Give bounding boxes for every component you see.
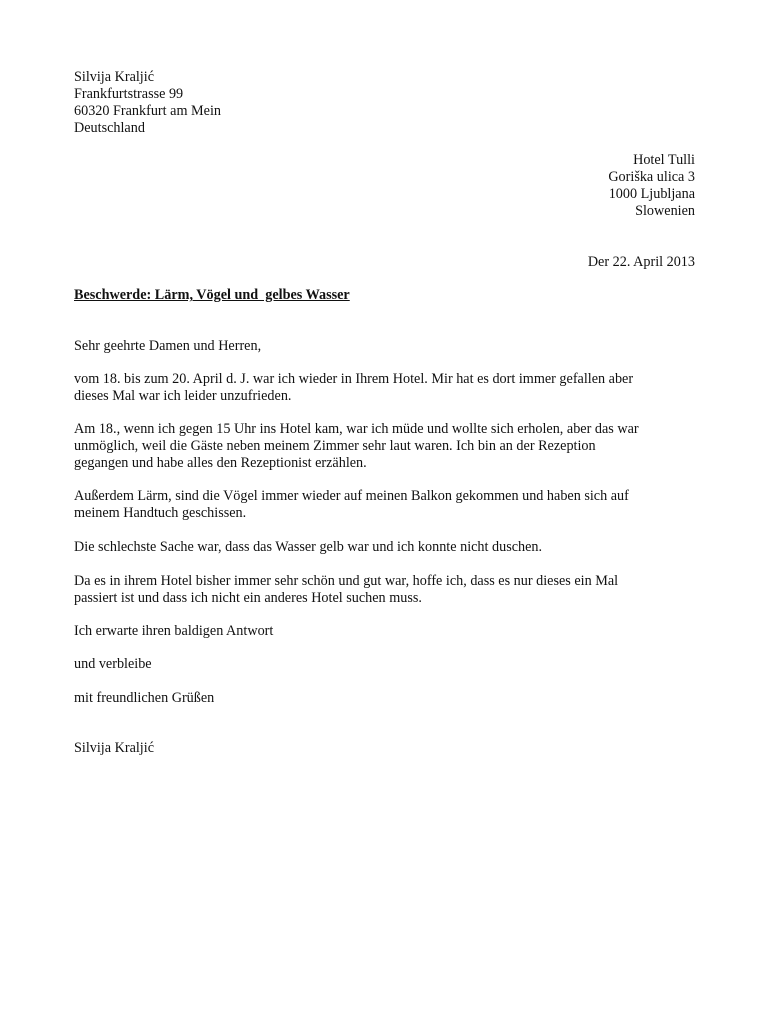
paragraph-3 <box>74 488 704 522</box>
sender-country: Deutschland <box>74 120 145 136</box>
recipient-address <box>608 152 695 220</box>
paragraph-4 <box>74 539 704 556</box>
paragraph-line: passiert ist und dass ich nicht ein anderes Hotel suchen muss. <box>74 590 422 606</box>
sender-street: Frankfurtstrasse 99 <box>74 86 184 102</box>
salutation: Sehr geehrte Damen und Herren, <box>74 338 262 354</box>
paragraph-line: meinem Handtuch geschissen. <box>74 505 247 521</box>
recipient-city: 1000 Ljubljana <box>608 186 695 202</box>
sender-name: Silvija Kraljić <box>74 69 154 85</box>
paragraph-line: dieses Mal war ich leider unzufrieden. <box>74 388 292 404</box>
letter-date: Der 22. April 2013 <box>587 254 695 270</box>
sender-city: 60320 Frankfurt am Mein <box>74 103 221 119</box>
recipient-street: Goriška ulica 3 <box>608 169 695 185</box>
paragraph-line: Außerdem Lärm, sind die Vögel immer wieder auf meinen Balkon gekommen und haben sich auf <box>74 488 629 504</box>
subject-text: Beschwerde: Lärm, Vögel und gelbes Wasser <box>74 287 350 303</box>
paragraph-line: Am 18., wenn ich gegen 15 Uhr ins Hotel kam, war ich müde und wollte sich erholen, aber das war <box>74 421 639 437</box>
sender-address <box>74 69 704 137</box>
paragraph-line: Da es in ihrem Hotel bisher immer sehr schön und gut war, hoffe ich, dass es nur dieses ein Mal <box>74 573 619 589</box>
subject-line <box>74 287 704 304</box>
paragraph-1 <box>74 371 704 405</box>
paragraph-2 <box>74 421 704 472</box>
paragraph-line: gegangen und habe alles den Rezeptionist erzählen. <box>74 455 367 471</box>
paragraph-line: unmöglich, weil die Gäste neben meinem Zimmer sehr laut waren. Ich bin an der Rezeption <box>74 438 596 454</box>
signature-name: Silvija Kraljić <box>74 740 154 756</box>
recipient-name: Hotel Tulli <box>633 152 695 168</box>
recipient-country: Slowenien <box>635 203 695 219</box>
paragraph-line: Die schlechste Sache war, dass das Wasser gelb war und ich konnte nicht duschen. <box>74 539 543 555</box>
paragraph-line: vom 18. bis zum 20. April d. J. war ich wieder in Ihrem Hotel. Mir hat es dort immer gefallen aber <box>74 371 634 387</box>
paragraph-5 <box>74 573 704 607</box>
closing-remain: und verbleibe <box>74 656 152 672</box>
closing-regards: mit freundlichen Grüßen <box>74 690 215 706</box>
closing-expectation: Ich erwarte ihren baldigen Antwort <box>74 623 274 639</box>
